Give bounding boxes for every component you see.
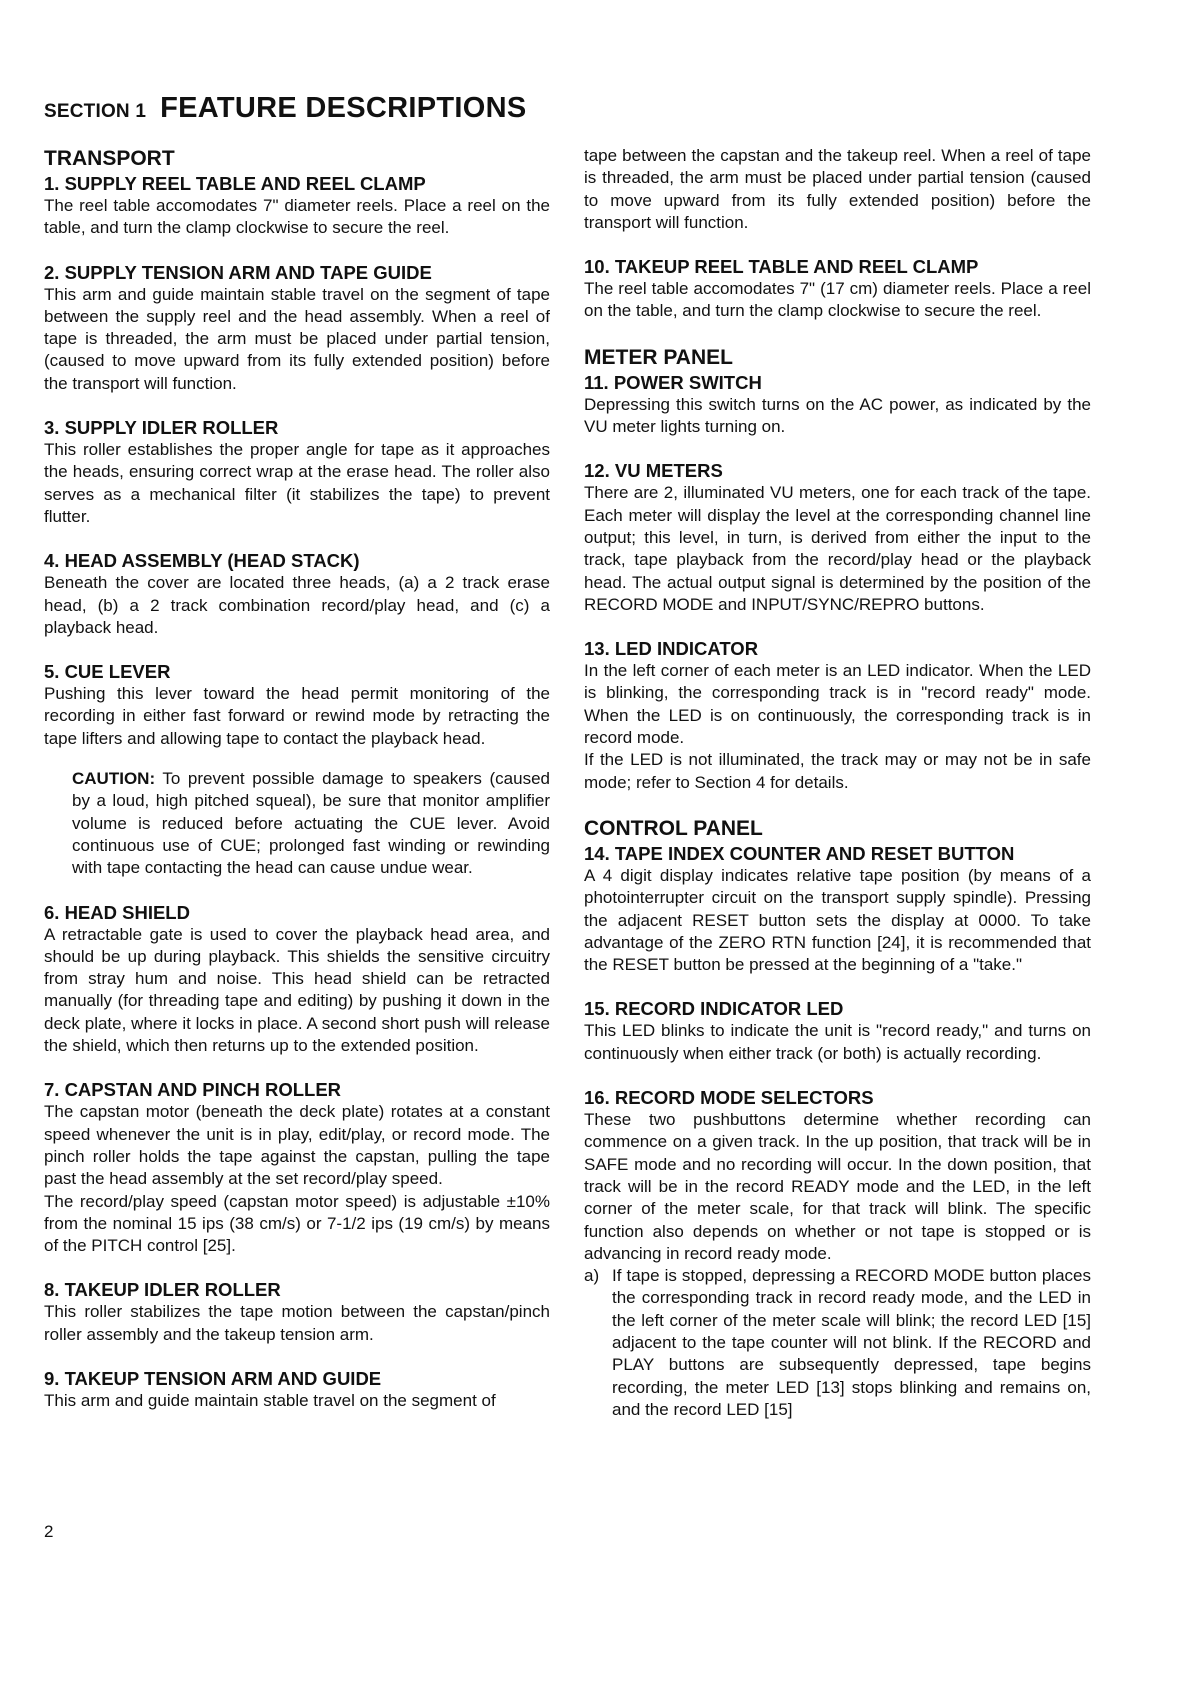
transport-heading: TRANSPORT [44, 147, 175, 170]
item-body: In the left corner of each meter is an LED indicator. When the LED is blinking, the corresponding track is in "record ready" mode. When the LED is on continuously, the corresponding track is in record mode. [584, 661, 1091, 748]
item-heading: 15. RECORD INDICATOR LED [584, 998, 844, 1020]
item-body: There are 2, illuminated VU meters, one for each track of the tape. Each meter will display the level at the corresponding channel line output; this level, in turn, is derived from either the input to the track, tape playback from the record/play head or the playback head. The actual output signal is determined by the position of the RECORD MODE and INPUT/SYNC/REPRO buttons. [584, 483, 1091, 614]
item-body: These two pushbuttons determine whether recording can commence on a given track. In the up position, that track will be in SAFE mode and no recording will occur. In the down position, that track will be in the record READY mode and the LED, in the left corner of the meter scale, for that track will blink. The specific function also depends on whether or not tape is stopped or is advancing in record ready mode. [584, 1110, 1091, 1263]
item-body: This roller stabilizes the tape motion between the capstan/pinch roller assembly and the takeup tension arm. [44, 1302, 550, 1344]
item-heading: 13. LED INDICATOR [584, 638, 759, 660]
item-heading: 12. VU METERS [584, 460, 723, 482]
item-supply-tension-arm [44, 262, 550, 395]
item-heading: 14. TAPE INDEX COUNTER AND RESET BUTTON [584, 842, 1015, 864]
section-label: SECTION 1 [44, 101, 147, 122]
item-heading: 4. HEAD ASSEMBLY (HEAD STACK) [44, 550, 360, 572]
caution-text: To prevent possible damage to speakers (caused by a loud, high pitched squeal), be sure that monitor amplifier volume is reduced before actuating the CUE lever. Avoid continuous use of CUE; prolonged fast winding or rewinding with tape contacting the head can cause undue wear. [72, 769, 550, 878]
item-body: The reel table accomodates 7" diameter reels. Place a reel on the table, and turn the clamp clockwise to secure the reel. [44, 196, 550, 238]
item-body-continued: The record/play speed (capstan motor speed) is adjustable ±10% from the nominal 15 ips (38 cm/s) or 7-1/2 ips (19 cm/s) by means of the PITCH control [25]. [44, 1191, 550, 1256]
item-body-continued: If the LED is not illuminated, the track may or may not be in safe mode; refer to Section 4 for details. [584, 750, 1091, 792]
right-column [584, 145, 1091, 1443]
item-heading: 16. RECORD MODE SELECTORS [584, 1087, 874, 1109]
item-body: Pushing this lever toward the head permit monitoring of the recording in either fast forward or rewind mode by retracting the tape lifters and allowing tape to contact the playback head. [44, 684, 550, 748]
item-takeup-idler-roller [44, 1279, 550, 1346]
caution-note [72, 768, 550, 879]
item-heading: 2. SUPPLY TENSION ARM AND TAPE GUIDE [44, 261, 432, 283]
item-body: Depressing this switch turns on the AC power, as indicated by the VU meter lights turning on. [584, 394, 1091, 437]
item-takeup-tension-arm [44, 1368, 550, 1412]
item-body: This arm and guide maintain stable travel on the segment of tape between the supply reel and the head assembly. When a reel of tape is threaded, the arm must be placed under partial tension, (caused to move upward from its fully extended position) before the transport will function. [44, 284, 550, 393]
item-body: This arm and guide maintain stable travel on the segment of [44, 1390, 496, 1410]
meter-panel-heading: METER PANEL [584, 345, 733, 369]
left-column [44, 146, 550, 1434]
item-led-indicator [584, 638, 1091, 794]
item-heading: 10. TAKEUP REEL TABLE AND REEL CLAMP [584, 256, 979, 278]
item-vu-meters [584, 460, 1091, 616]
item-head-shield [44, 902, 550, 1058]
list-text: If tape is stopped, depressing a RECORD MODE button places the corresponding track in record ready mode, and the LED in the left corner of the meter scale will blink; the record LED [15] adjacent to the tape counter will not blink. If the RECORD and PLAY buttons are subsequently depressed, tape begins recording, the meter LED [13] stops blinking and remains on, and the record LED [15] [612, 1266, 1091, 1419]
page-title: FEATURE DESCRIPTIONS [160, 92, 527, 124]
page-number: 2 [44, 1522, 54, 1541]
item-capstan-pinch-roller [44, 1079, 550, 1257]
item-heading: 1. SUPPLY REEL TABLE AND REEL CLAMP [44, 173, 426, 194]
control-panel-heading: CONTROL PANEL [584, 816, 763, 840]
item-takeup-reel-table [584, 256, 1091, 323]
item-record-indicator-led [584, 998, 1091, 1065]
item-body: A retractable gate is used to cover the playback head area, and should be up during playback. This shields the sensitive circuitry from stray hum and noise. This head shield can be retracted manually (for threading tape and editing) by pushing it down in the deck plate, where it locks in place. A second short push will release the shield, which then returns up to the extended position. [44, 924, 550, 1056]
item-body: Beneath the cover are located three heads, (a) a 2 track erase head, (b) a 2 track combination record/play head, and (c) a playback head. [44, 573, 550, 637]
item-head-assembly [44, 550, 550, 639]
item-record-mode-selectors [584, 1087, 1091, 1421]
item-tape-index-counter [584, 843, 1091, 976]
item-cue-lever [44, 661, 550, 750]
item-heading: 7. CAPSTAN AND PINCH ROLLER [44, 1079, 342, 1101]
item-heading: 5. CUE LEVER [44, 661, 171, 683]
caution-label: CAUTION: [72, 769, 156, 789]
item-heading: 11. POWER SWITCH [584, 371, 762, 393]
item-body: A 4 digit display indicates relative tape position (by means of a photointerrupter circuit on the transport supply spindle). Pressing the adjacent RESET button sets the display at 0000. To take advantage of the ZERO RTN function [24], it is recommended that the RESET button be pressed at the beginning of a "take." [584, 865, 1091, 975]
item-body: tape between the capstan and the takeup reel. When a reel of tape is threaded, the arm must be placed under partial tension (caused to move upward from its fully extended position) before the transport will function. [584, 146, 1091, 232]
item-heading: 6. HEAD SHIELD [44, 901, 190, 923]
item-supply-idler-roller [44, 417, 550, 528]
item-takeup-tension-arm-continued [584, 145, 1091, 234]
item-body: This roller establishes the proper angle for tape as it approaches the heads, ensuring correct wrap at the erase head. The roller also serves as a mechanical filter (it stabilizes the tape) to prevent flutter. [44, 440, 550, 526]
item-supply-reel-table [44, 173, 550, 240]
section-header [44, 92, 527, 125]
item-heading: 3. SUPPLY IDLER ROLLER [44, 417, 279, 439]
list-marker: a) [584, 1266, 600, 1286]
item-heading: 8. TAKEUP IDLER ROLLER [44, 1279, 281, 1301]
item-heading: 9. TAKEUP TENSION ARM AND GUIDE [44, 1367, 382, 1389]
list-item [584, 1265, 1091, 1421]
item-body: This LED blinks to indicate the unit is "record ready," and turns on continuously when either track (or both) is actually recording. [584, 1021, 1091, 1063]
item-body: The reel table accomodates 7" (17 cm) diameter reels. Place a reel on the table, and turn the clamp clockwise to secure the reel. [584, 279, 1091, 321]
item-power-switch [584, 372, 1091, 439]
item-body: The capstan motor (beneath the deck plate) rotates at a constant speed whenever the unit is in play, edit/play, or record mode. The pinch roller holds the tape against the capstan, pulling the tape past the head assembly at the set record/play speed. [44, 1102, 550, 1189]
